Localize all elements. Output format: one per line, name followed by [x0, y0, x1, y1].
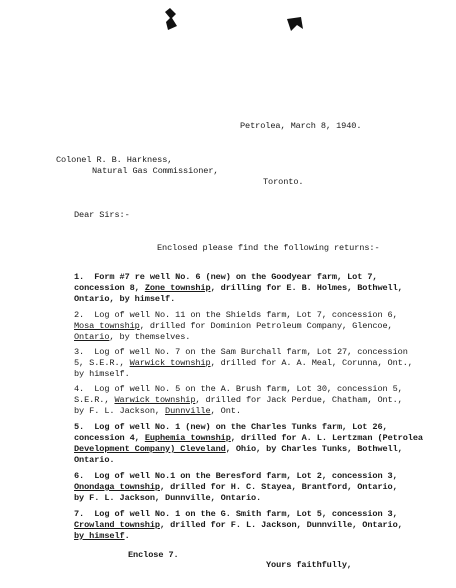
item-line-2-rest: , drilled for F. L. Jackson, Dunnville, Ontario, — [159, 520, 403, 530]
date-line: Petrolea, March 8, 1940. — [240, 121, 362, 131]
item-line-1: Log of well No. 1 (new) on the Charles Tunks farm, Lot 26, — [94, 422, 388, 432]
item-line-3-underlined: Ontario — [74, 332, 110, 342]
item-line-1: Log of well No.1 on the Beresford farm, Lot 2, concession 3, — [94, 471, 398, 481]
item-line-3: Ontario, by himself. — [74, 294, 176, 304]
township-name: Crowland township — [74, 520, 160, 530]
item-line-2-rest: , drilled for Dominion Petroleum Company, Glencoe, — [139, 321, 393, 331]
item-number: 1. — [74, 272, 85, 282]
item-number: 6. — [74, 471, 85, 481]
item-line-2-rest: , drilled for Jack Perdue, Chatham, Ont., — [195, 395, 403, 405]
item-line-3-rest: , Ohio, by Charles Tunks, Bothwell, — [225, 444, 403, 454]
item-line-3-underlined: by himself — [74, 531, 125, 541]
township-name: Euphemia township — [144, 433, 231, 443]
item-line-3-text: by F. L. Jackson, — [74, 406, 166, 416]
township-name: Mosa township — [74, 321, 140, 331]
item-line-3-rest: , Ont. — [210, 406, 241, 416]
item-number: 4. — [74, 384, 85, 394]
item-line-3: by himself. — [74, 369, 130, 379]
item-line-3-underlined: Development Company) Cleveland — [74, 444, 226, 454]
item-number: 7. — [74, 509, 85, 519]
item-line-3-underlined: Dunnville — [165, 406, 211, 416]
item-line-3: by F. L. Jackson, Dunnville, Ontario. — [74, 493, 262, 503]
item-line-1: Form #7 re well No. 6 (new) on the Goodyear farm, Lot 7, — [94, 272, 378, 282]
item-line-2-rest: , drilled for A. L. Lertzman (Petrolea — [230, 433, 423, 443]
township-name: Warwick township — [114, 395, 196, 405]
closing: Yours faithfully, — [266, 560, 352, 570]
item-number: 3. — [74, 347, 85, 357]
item-line-1: Log of well No. 1 on the G. Smith farm, Lot 5, concession 3, — [94, 509, 398, 519]
township-name: Warwick township — [129, 358, 211, 368]
item-line-1: Log of well No. 11 on the Shields farm, Lot 7, concession 6, — [94, 310, 398, 320]
township-name: Zone township — [144, 283, 211, 293]
item-line-1: Log of well No. 5 on the A. Brush farm, Lot 30, concession 5, — [94, 384, 403, 394]
addressee-line-3: Toronto. — [263, 177, 304, 187]
item-line-3-rest: . — [124, 531, 130, 541]
intro-line: Enclosed please find the following returns:- — [157, 243, 380, 253]
item-line-4: Ontario. — [74, 455, 115, 465]
item-line-2-text: 5, S.E.R., — [74, 358, 130, 368]
item-line-2-text: S.E.R., — [74, 395, 115, 405]
ink-mark-left — [164, 8, 178, 30]
township-name: Onondaga township — [74, 482, 160, 492]
addressee-line-1: Colonel R. B. Harkness, — [56, 155, 173, 165]
addressee-line-2: Natural Gas Commissioner, — [92, 166, 219, 176]
item-line-1: Log of well No. 7 on the Sam Burchall farm, Lot 27, concession — [94, 347, 408, 357]
ink-mark-right — [287, 17, 303, 31]
item-number: 5. — [74, 422, 85, 432]
item-number: 2. — [74, 310, 85, 320]
item-line-2-text: concession 8, — [74, 283, 145, 293]
salutation: Dear Sirs:- — [74, 210, 130, 220]
item-line-3-rest: , by themselves. — [109, 332, 191, 342]
item-line-2-text: concession 4, — [74, 433, 145, 443]
item-line-2-rest: , drilled for A. A. Meal, Corunna, Ont., — [210, 358, 413, 368]
item-line-2-rest: , drilling for E. B. Holmes, Bothwell, — [210, 283, 403, 293]
enclosure-note: Enclose 7. — [128, 550, 179, 560]
item-line-2-rest: , drilled for H. C. Stayea, Brantford, Ontario, — [159, 482, 398, 492]
